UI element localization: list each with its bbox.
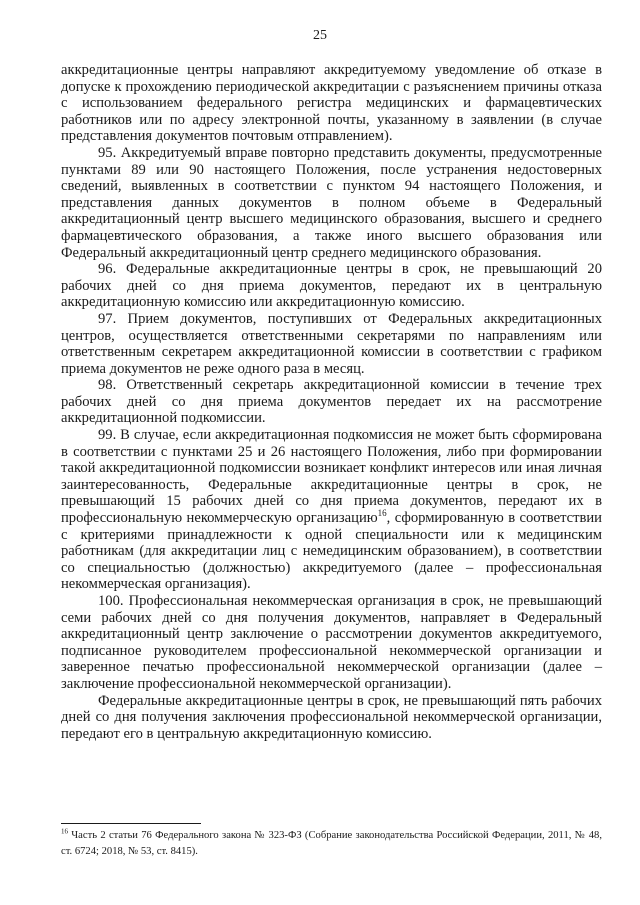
paragraph-98: 98. Ответственный секретарь аккредитационной комиссии в течение трех рабочих дней со дня приема документов передает их на рассмотрение аккредитационной подкомиссии. bbox=[61, 377, 602, 427]
paragraph-95: 95. Аккредитуемый вправе повторно представить документы, предусмотренные пунктами 89 или 90 настоящего Положения, после устранения недостоверных сведений, выявленных в соответствии с пунктом 94 настоящего Положения, и представления данных документов в полном объеме в Федеральный аккредитационный центр высшего медицинского образования, высшего и среднего фармацевтического образования, а также иного высшего образования или Федеральный аккредитационный центр среднего медицинского образования. bbox=[61, 144, 602, 261]
paragraph-97: 97. Прием документов, поступивших от Федеральных аккредитационных центров, осуществляется ответственными секретарями по направлениям или ответственным секретарем аккредитационной комиссии в соответствии с графиком приема документов не реже одного раза в месяц. bbox=[61, 310, 602, 377]
footnote-reference: 16 bbox=[377, 508, 387, 519]
paragraph-100-continued: Федеральные аккредитационные центры в срок, не превышающий пять рабочих дней со дня получения заключения профессиональной некоммерческой организации, передают его в центральную аккредитационную комиссию. bbox=[61, 692, 602, 742]
footnote-divider bbox=[61, 823, 201, 824]
footnote-text: Часть 2 статьи 76 Федерального закона № 323-ФЗ (Собрание законодательства Российской Федерации, 2011, № 48, ст. 6724; 2018, № 53, ст. 8415). bbox=[61, 830, 602, 857]
footnote-marker: 16 bbox=[61, 827, 68, 836]
paragraph-continuation: аккредитационные центры направляют аккредитуемому уведомление об отказе в допуске к прохождению периодической аккредитации с разъяснением причины отказа с использованием федерального регистра медицинских и фармацевтических работников или по адресу электронной почты, указанному в заявлении (в случае представления документов почтовым отправлением). bbox=[61, 62, 602, 145]
paragraph-100: 100. Профессиональная некоммерческая организация в срок, не превышающий семи рабочих дней со дня получения документов, направляет в Федеральный аккредитационный центр заключение о рассмотрении документов аккредитуемого, подписанное руководителем профессиональной некоммерческой организации и заверенное печатью профессиональной некоммерческой организации (далее – заключение профессиональной некоммерческой организации). bbox=[61, 593, 602, 692]
paragraph-99-text-before: 99. В случае, если аккредитационная подкомиссия не может быть сформирована в соответствии с пунктами 25 и 26 настоящего Положения, либо при формировании такой аккредитационной подкомиссии возникает конфликт интересов или иная личная заинтересованность, Федеральные аккредитационные центры в срок, не превышающий 15 рабочих дней со дня приема документов, передают их в профессиональную некоммерческую организацию bbox=[61, 427, 602, 527]
paragraph-99 bbox=[61, 427, 602, 593]
footnote bbox=[61, 828, 602, 859]
paragraph-96: 96. Федеральные аккредитационные центры в срок, не превышающий 20 рабочих дней со дня приема документов, передают их в центральную аккредитационную комиссию или аккредитационную комиссию. bbox=[61, 261, 602, 311]
document-body bbox=[61, 62, 602, 742]
page-number: 25 bbox=[313, 28, 327, 43]
paragraph-99-text-after: , сформированную в соответствии с критериями принадлежности к одной специальности или к медицинским работникам (для аккредитации лиц с немедицинским образованием), в соответствии со специальностью (должностью) аккредитуемого (далее – профессиональная некоммерческая организация). bbox=[61, 510, 602, 593]
